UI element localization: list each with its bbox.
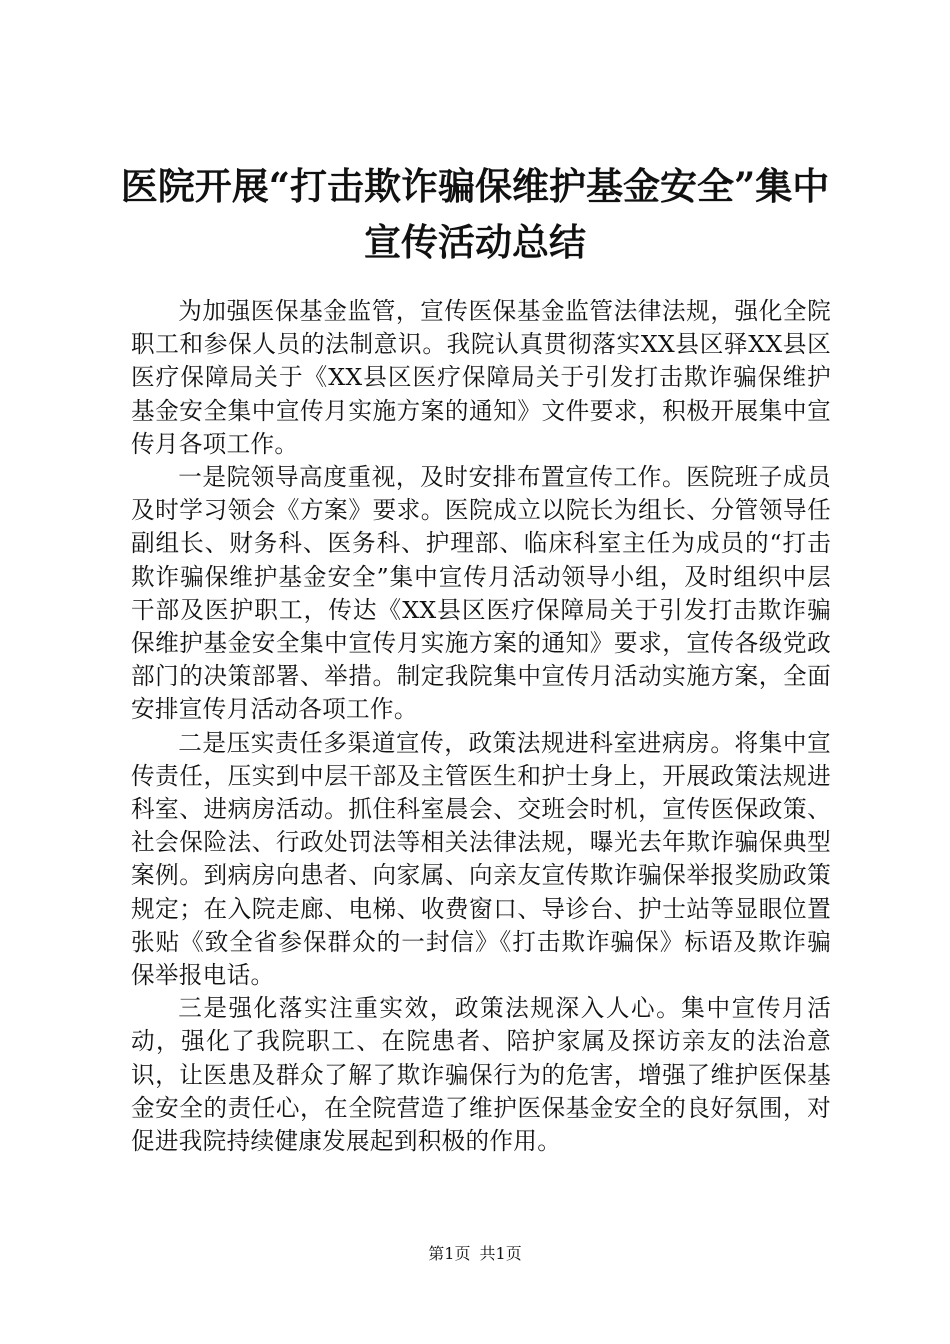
page-footer: 第1页 共1页 (428, 1244, 522, 1263)
paragraph-intro: 为加强医保基金监管，宣传医保基金监管法律法规，强化全院职工和参保人员的法制意识。我院认真贯彻落实XX县区驿XX县区医疗保障局关于《XX县区医疗保障局关于引发打击欺诈骗保维护基金安全集中宣传月实施方案的通知》文件要求，积极开展集中宣传月各项工作。 (131, 297, 831, 458)
document-title-line-1: 医院开展“打击欺诈骗保维护基金安全”集中 (120, 164, 830, 208)
paragraph-leadership: 一是院领导高度重视，及时安排布置宣传工作。医院班子成员及时学习领会《方案》要求。医院成立以院长为组长、分管领导任副组长、财务科、医务科、护理部、临床科室主任为成员的“打击欺诈骗保维护基金安全”集中宣传月活动领导小组，及时组织中层干部及医护职工，传达《XX县区医疗保障局关于引发打击欺诈骗保维护基金安全集中宣传月实施方案的通知》要求，宣传各级党政部门的决策部署、举措。制定我院集中宣传月活动实施方案，全面安排宣传月活动各项工作。 (131, 463, 831, 724)
paragraph-responsibility: 二是压实责任多渠道宣传，政策法规进科室进病房。将集中宣传责任，压实到中层干部及主管医生和护士身上，开展政策法规进科室、进病房活动。抓住科室晨会、交班会时机，宣传医保政策、社会保险法、行政处罚法等相关法律法规，曝光去年欺诈骗保典型案例。到病房向患者、向家属、向亲友宣传欺诈骗保举报奖励政策规定；在入院走廊、电梯、收费窗口、导诊台、护士站等显眼位置张贴《致全省参保群众的一封信》《打击欺诈骗保》标语及欺诈骗保举报电话。 (131, 728, 831, 990)
paragraph-implementation: 三是强化落实注重实效，政策法规深入人心。集中宣传月活动，强化了我院职工、在院患者、陪护家属及探访亲友的法治意识，让医患及群众了解了欺诈骗保行为的危害，增强了维护医保基金安全的责任心，在全院营造了维护医保基金安全的良好氛围，对促进我院持续健康发展起到积极的作用。 (131, 994, 831, 1156)
document-body (131, 295, 831, 1158)
document-title-line-2: 宣传活动总结 (364, 220, 586, 264)
